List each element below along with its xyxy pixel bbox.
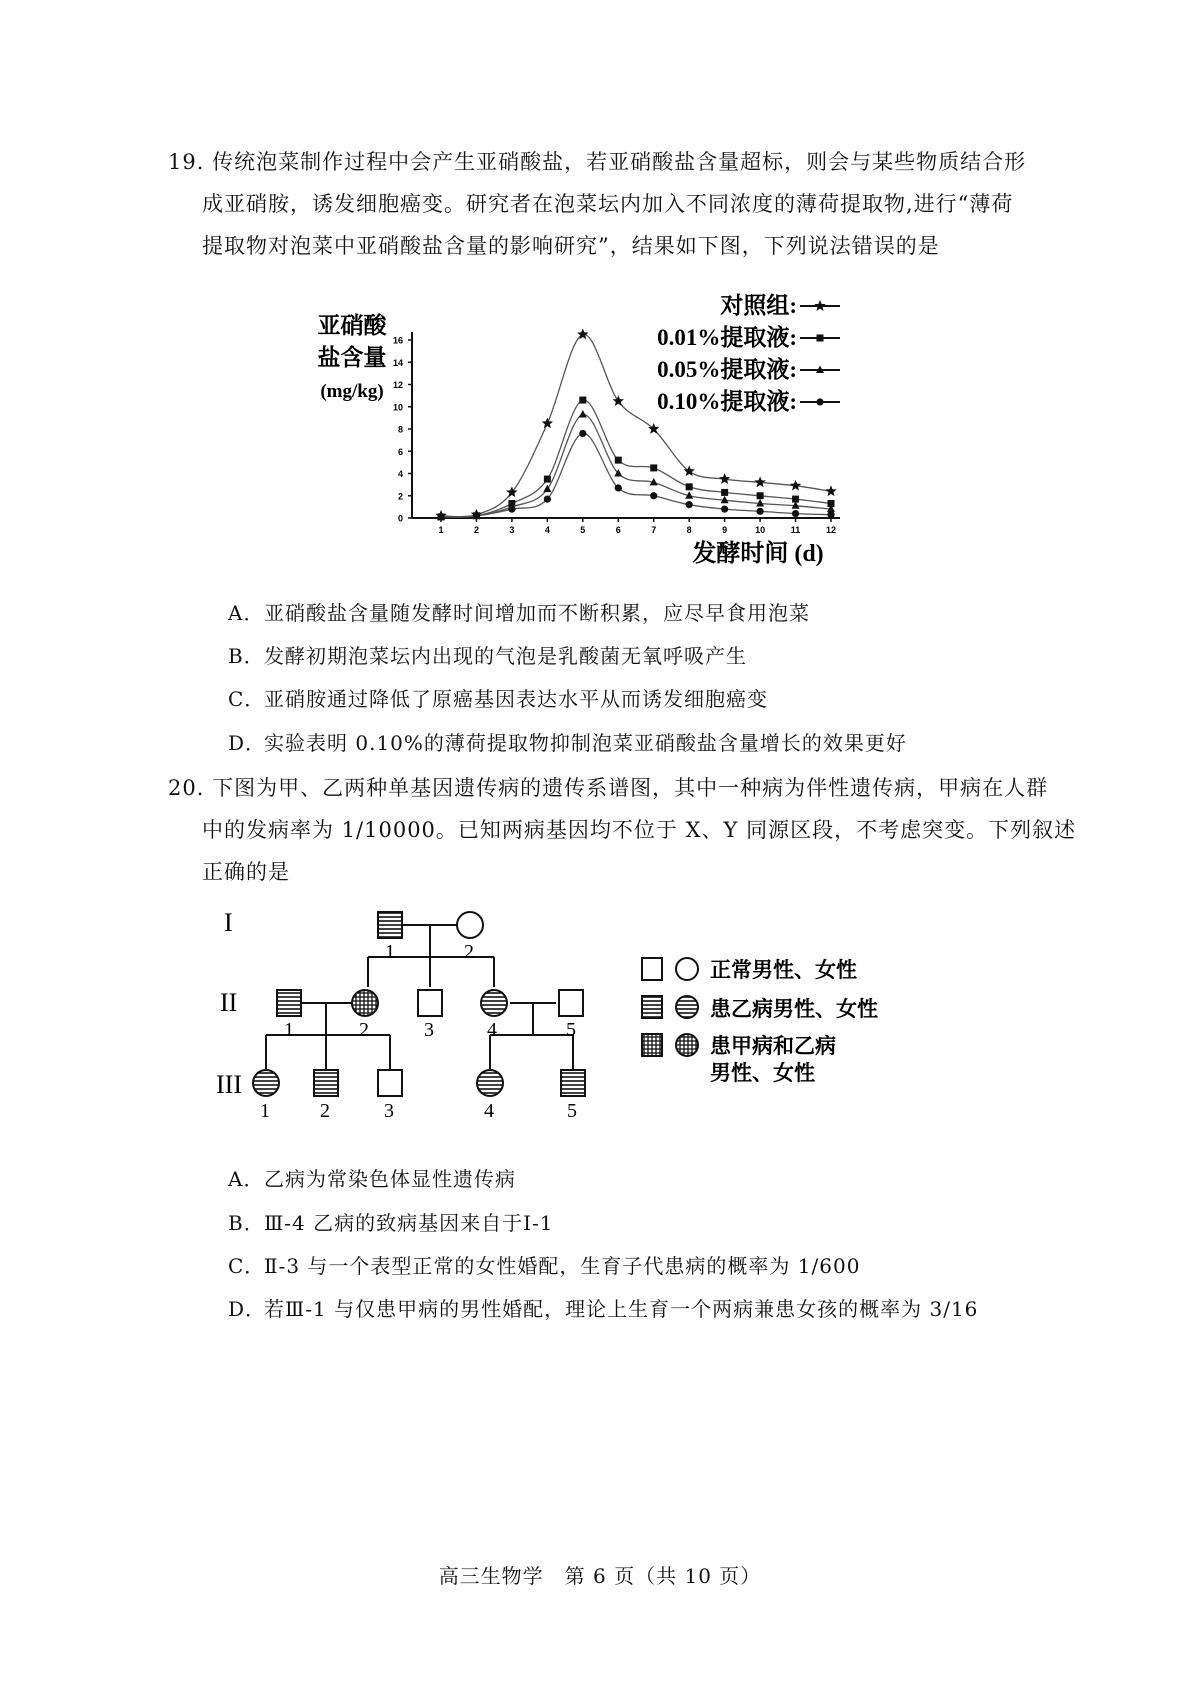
- q20-option-d[interactable]: D．若Ⅲ-1 与仅患甲病的男性婚配，理论上生育一个两病兼患女孩的概率为 3/16: [228, 1297, 979, 1321]
- data-point-square: [615, 457, 622, 464]
- x-tick-label: 9: [722, 525, 728, 535]
- data-point-star: [542, 417, 553, 428]
- q20-option-c[interactable]: C．Ⅱ-3 与一个表型正常的女性婚配，生育子代患病的概率为 1/600: [228, 1254, 861, 1278]
- iii-4-label: 4: [484, 1100, 494, 1122]
- y-axis-label: 盐含量: [317, 345, 387, 370]
- i-1-label: 1: [385, 941, 395, 963]
- i-1-affected-b-male: [378, 912, 402, 938]
- x-tick-label: 2: [473, 525, 479, 535]
- iii-1-affected-b-female: [253, 1070, 279, 1096]
- data-point-circle: [579, 430, 586, 437]
- x-tick-label: 8: [686, 525, 692, 535]
- y-tick-label: 8: [397, 424, 403, 435]
- question-20-line-1: 20. 下图为甲、乙两种单基因遗传病的遗传系谱图，其中一种病为伴性遗传病，甲病在人群: [168, 776, 1049, 800]
- legend-marker-circle: [816, 398, 823, 405]
- x-tick-label: 10: [755, 525, 766, 535]
- data-point-circle: [686, 501, 693, 508]
- legend-normal-female-symbol: [676, 958, 698, 980]
- legend-ab-male-symbol: [642, 1034, 662, 1056]
- data-point-square: [650, 464, 657, 471]
- i-2-label: 2: [464, 941, 474, 963]
- ii-1-affected-b-male: [277, 990, 301, 1016]
- generation-label-i: I: [224, 908, 233, 937]
- question-19-number: 19.: [168, 150, 205, 174]
- y-tick-label: 12: [392, 380, 403, 390]
- x-tick-label: 4: [544, 525, 550, 535]
- data-point-circle: [756, 508, 763, 515]
- x-tick-label: 12: [825, 525, 837, 535]
- x-tick-label: 7: [651, 525, 657, 535]
- ii-5-normal-male: [559, 990, 583, 1016]
- question-19-line-2: 成亚硝胺，诱发细胞癌变。研究者在泡菜坛内加入不同浓度的薄荷提取物,进行“薄荷: [202, 192, 1014, 216]
- data-point-square: [721, 489, 728, 496]
- ii-3-label: 3: [424, 1019, 434, 1041]
- question-19-line-3: 提取物对泡菜中亚硝酸盐含量的影响研究”，结果如下图，下列说法错误的是: [202, 234, 940, 258]
- legend-label: 0.05%提取液:: [657, 357, 797, 382]
- legend-b-label: 患乙病男性、女性: [710, 997, 878, 1021]
- data-point-star: [790, 480, 802, 491]
- data-point-circle: [721, 506, 728, 513]
- pedigree-legend: [642, 958, 878, 1085]
- question-20-number: 20.: [168, 776, 205, 800]
- question-20-line-2: 中的发病率为 1/10000。已知两病基因均不位于 X、Y 同源区段，不考虑突变。下列叙述: [202, 818, 1077, 842]
- page-footer: 高三生物学 第 6 页（共 10 页）: [438, 1564, 762, 1588]
- ii-1-label: 1: [284, 1019, 294, 1041]
- data-point-star: [648, 423, 659, 434]
- q19-option-d[interactable]: D．实验表明 0.10%的薄荷提取物抑制泡菜亚硝酸盐含量增长的效果更好: [228, 731, 907, 755]
- legend-label: 对照组:: [720, 293, 797, 318]
- pedigree-diagram: [210, 895, 910, 1145]
- data-point-circle: [615, 484, 622, 491]
- series-line-square: [441, 400, 831, 517]
- iii-1-label: 1: [260, 1100, 270, 1122]
- data-point-star: [719, 473, 730, 484]
- y-tick-label: 2: [397, 491, 403, 502]
- generation-label-ii: II: [220, 988, 238, 1017]
- q20-option-a[interactable]: A．乙病为常染色体显性遗传病: [228, 1167, 516, 1191]
- data-point-square: [544, 476, 551, 483]
- ii-3-normal-male: [418, 990, 442, 1016]
- legend-b-female-symbol: [676, 996, 698, 1018]
- legend-ab-label-line-1: 患甲病和乙病: [710, 1034, 836, 1058]
- x-tick-label: 3: [509, 525, 515, 535]
- data-point-square: [579, 397, 586, 404]
- data-point-star: [754, 476, 765, 487]
- ii-4-label: 4: [487, 1019, 497, 1041]
- x-tick-label: 5: [580, 525, 586, 535]
- ii-2-label: 2: [359, 1019, 369, 1041]
- data-point-star: [684, 465, 695, 476]
- iii-4-affected-b-female: [477, 1070, 503, 1096]
- q20-option-b[interactable]: B．Ⅲ-4 乙病的致病基因来自于Ⅰ-1: [228, 1211, 554, 1235]
- series-line-triangle: [441, 414, 831, 516]
- data-point-star: [613, 395, 624, 406]
- y-axis-label: 亚硝酸: [317, 313, 387, 338]
- iii-5-affected-b-male: [561, 1070, 585, 1096]
- iii-3-label: 3: [384, 1100, 394, 1122]
- legend-label: 0.01%提取液:: [657, 325, 797, 350]
- y-tick-label: 14: [392, 357, 403, 368]
- ii-4-affected-b-female: [481, 990, 507, 1016]
- i-2-normal-female: [457, 912, 483, 938]
- nitrite-chart: [300, 285, 860, 585]
- y-tick-label: 4: [397, 469, 403, 479]
- legend-b-male-symbol: [642, 996, 662, 1018]
- iii-5-label: 5: [567, 1100, 577, 1122]
- data-point-circle: [508, 506, 515, 513]
- y-tick-label: 0: [397, 513, 403, 524]
- data-point-square: [757, 492, 764, 499]
- y-axis-label: (mg/kg): [320, 381, 384, 402]
- x-axis-label: 发酵时间 (d): [692, 541, 824, 567]
- data-point-circle: [827, 511, 834, 518]
- q19-option-c[interactable]: C．亚硝胺通过降低了原癌基因表达水平从而诱发细胞癌变: [228, 687, 768, 711]
- data-point-circle: [792, 510, 799, 517]
- y-tick-label: 16: [392, 335, 403, 346]
- ii-5-label: 5: [566, 1019, 576, 1041]
- generation-label-iii: III: [216, 1070, 242, 1099]
- y-tick-label: 10: [392, 402, 403, 413]
- legend-normal-male-symbol: [642, 958, 662, 980]
- legend-label: 0.10%提取液:: [657, 389, 797, 414]
- data-point-square: [686, 483, 693, 490]
- q19-option-b[interactable]: B．发酵初期泡菜坛内出现的气泡是乳酸菌无氧呼吸产生: [228, 644, 747, 668]
- data-point-triangle: [579, 410, 587, 418]
- legend-ab-female-symbol: [676, 1034, 698, 1056]
- data-point-circle: [544, 495, 551, 502]
- data-point-star: [825, 485, 836, 496]
- data-point-star: [506, 486, 517, 497]
- data-point-circle: [650, 492, 657, 499]
- legend-marker-square: [817, 335, 824, 342]
- legend-marker-star: [814, 300, 825, 311]
- iii-2-label: 2: [320, 1100, 330, 1122]
- x-tick-label: 1: [438, 525, 444, 535]
- iii-2-affected-b-male: [314, 1070, 338, 1096]
- data-point-circle: [473, 512, 480, 519]
- iii-3-normal-male: [378, 1070, 402, 1096]
- ii-2-affected-ab-female: [352, 990, 378, 1016]
- x-tick-label: 6: [615, 525, 621, 535]
- y-tick-label: 6: [397, 446, 403, 457]
- q19-option-a[interactable]: A．亚硝酸盐含量随发酵时间增加而不断积累，应尽早食用泡菜: [228, 601, 810, 625]
- data-point-circle: [437, 513, 444, 520]
- x-tick-label: 11: [790, 525, 801, 535]
- legend-ab-label-line-2: 男性、女性: [710, 1061, 815, 1085]
- question-20-line-3: 正确的是: [202, 860, 290, 884]
- question-19-line-1: 19. 传统泡菜制作过程中会产生亚硝酸盐，若亚硝酸盐含量超标，则会与某些物质结合形: [168, 150, 1027, 174]
- legend-normal-label: 正常男性、女性: [710, 958, 857, 982]
